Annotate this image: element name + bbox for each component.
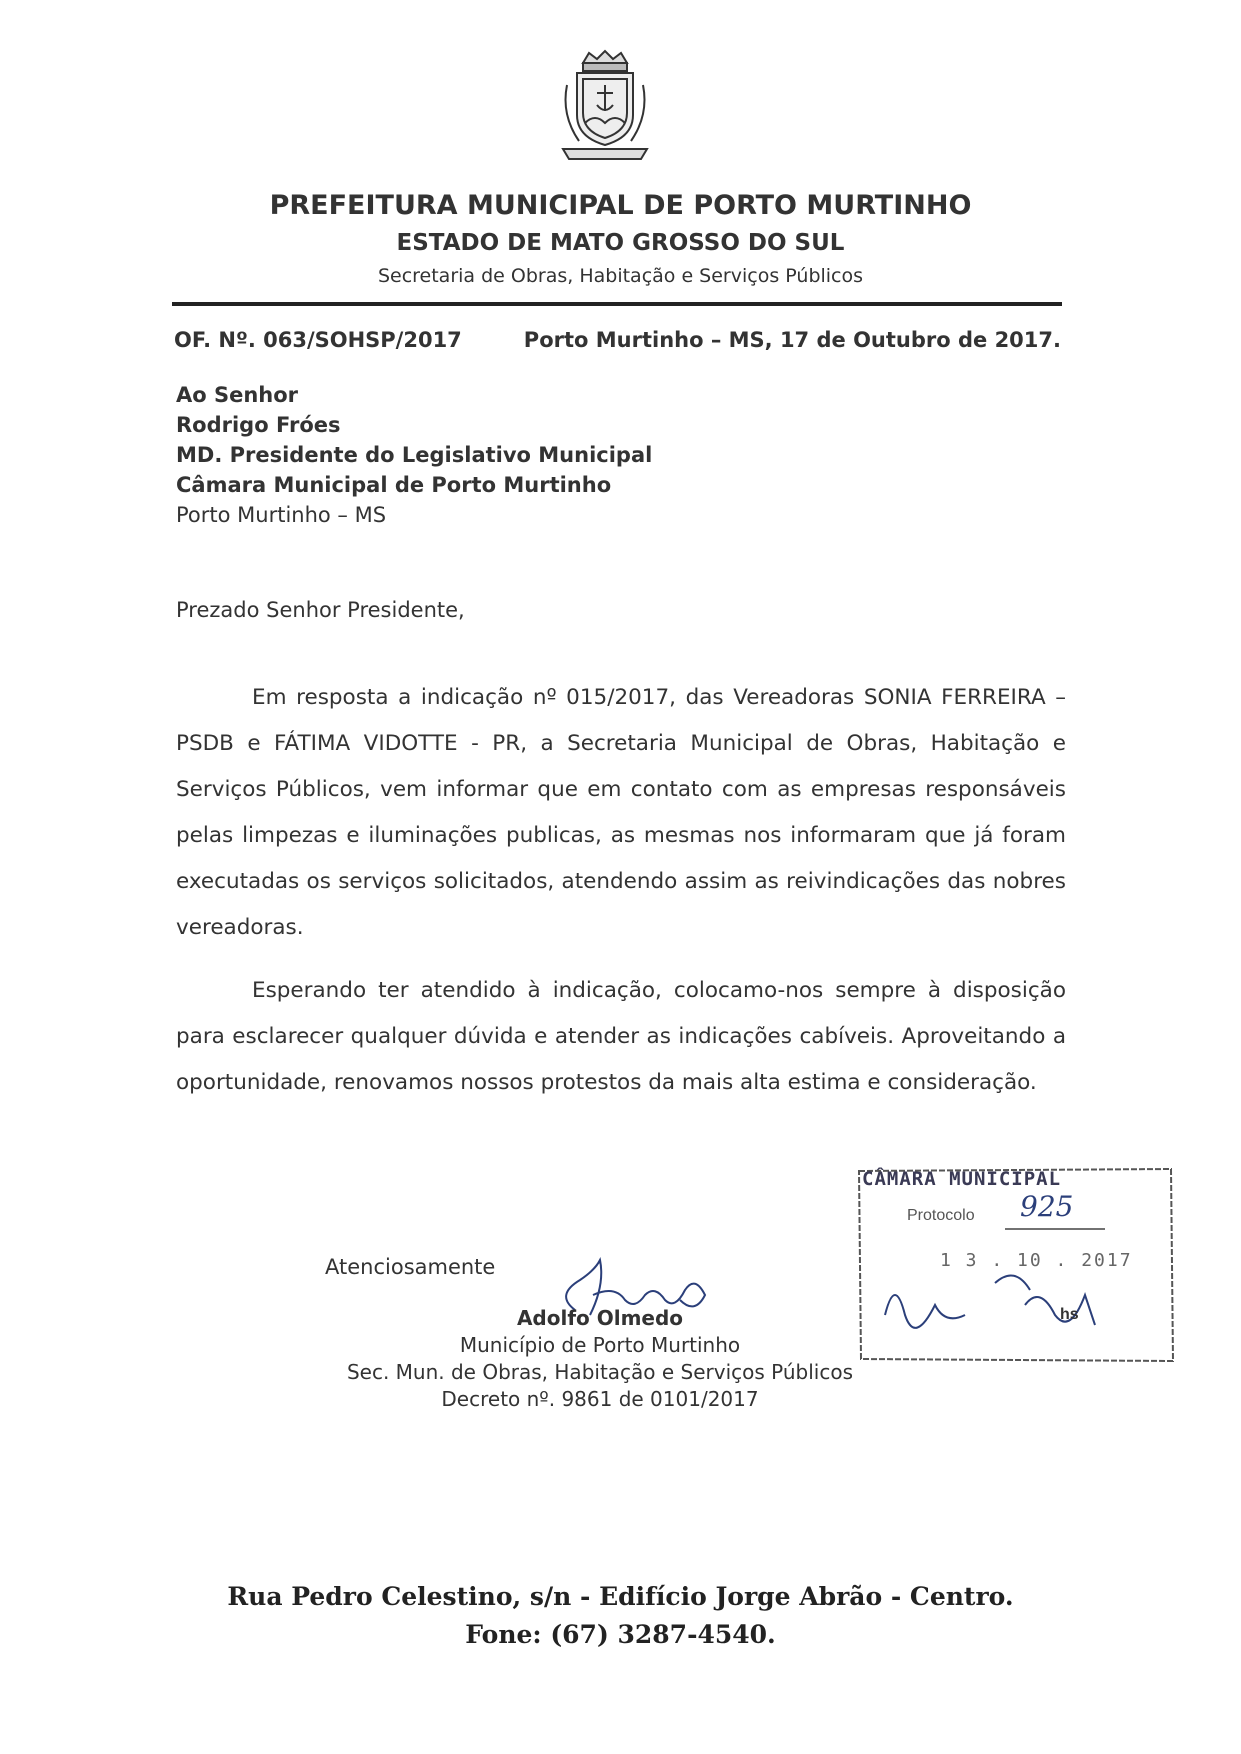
stamp-title: CÂMARA MUNICIPAL	[862, 1168, 1062, 1190]
footer-phone: Fone: (67) 3287-4540.	[465, 1620, 776, 1649]
document-number: OF. Nº. 063/SOHSP/2017	[174, 328, 462, 352]
header-secretariat: Secretaria de Obras, Habitação e Serviços Públicos	[377, 265, 864, 287]
municipal-coat-of-arms	[545, 45, 665, 165]
closing: Atenciosamente	[325, 1255, 496, 1279]
signatory-name: Adolfo Olmedo	[516, 1306, 684, 1330]
signatory-line-3: Decreto nº. 9861 de 0101/2017	[441, 1387, 759, 1411]
recipient-name: Rodrigo Fróes	[176, 413, 341, 437]
recipient-city: Porto Murtinho – MS	[176, 503, 387, 527]
signatory-line-1: Município de Porto Murtinho	[459, 1333, 741, 1357]
stamp-date: 1 3 . 10 . 2017	[940, 1250, 1133, 1271]
body-paragraph-2: Esperando ter atendido à indicação, colocamo-nos sempre à disposição para esclarecer qualquer dúvida e atender as indicações cabíveis. Aproveitando a oportunidade, renovamos nossos protestos da mais alta estima e consideração.	[176, 978, 1066, 1095]
header-divider	[172, 302, 1062, 306]
footer-address: Rua Pedro Celestino, s/n - Edifício Jorge Abrão - Centro.	[227, 1582, 1014, 1611]
stamp-protocol-label: Protocolo	[907, 1207, 975, 1224]
header-state: ESTADO DE MATO GROSSO DO SUL	[396, 230, 845, 256]
stamp-hours-suffix: hs	[1060, 1306, 1079, 1323]
recipient-institution: Câmara Municipal de Porto Murtinho	[176, 473, 612, 497]
signature-block	[300, 1305, 900, 1413]
body-paragraph-1: Em resposta a indicação nº 015/2017, das Vereadoras SONIA FERREIRA – PSDB e FÁTIMA VIDOTTE - PR, a Secretaria Municipal de Obras, Habitação e Serviços Públicos, vem informar que em contato com as empresas responsáveis pelas limpezas e iluminações publicas, as mesmas nos informaram que já foram executadas os serviços solicitados, atendendo assim as reivindicações das nobres vereadoras.	[176, 685, 1066, 940]
stamp-protocol-number: 925	[1020, 1190, 1074, 1223]
header-title: PREFEITURA MUNICIPAL DE PORTO MURTINHO	[269, 190, 972, 221]
signatory-line-2: Sec. Mun. de Obras, Habitação e Serviços Públicos	[346, 1360, 854, 1384]
place-date: Porto Murtinho – MS, 17 de Outubro de 2017.	[523, 328, 1061, 352]
salutation: Prezado Senhor Presidente,	[176, 598, 465, 622]
recipient-line-1: Ao Senhor	[176, 383, 299, 407]
recipient-title: MD. Presidente do Legislativo Municipal	[176, 443, 653, 467]
